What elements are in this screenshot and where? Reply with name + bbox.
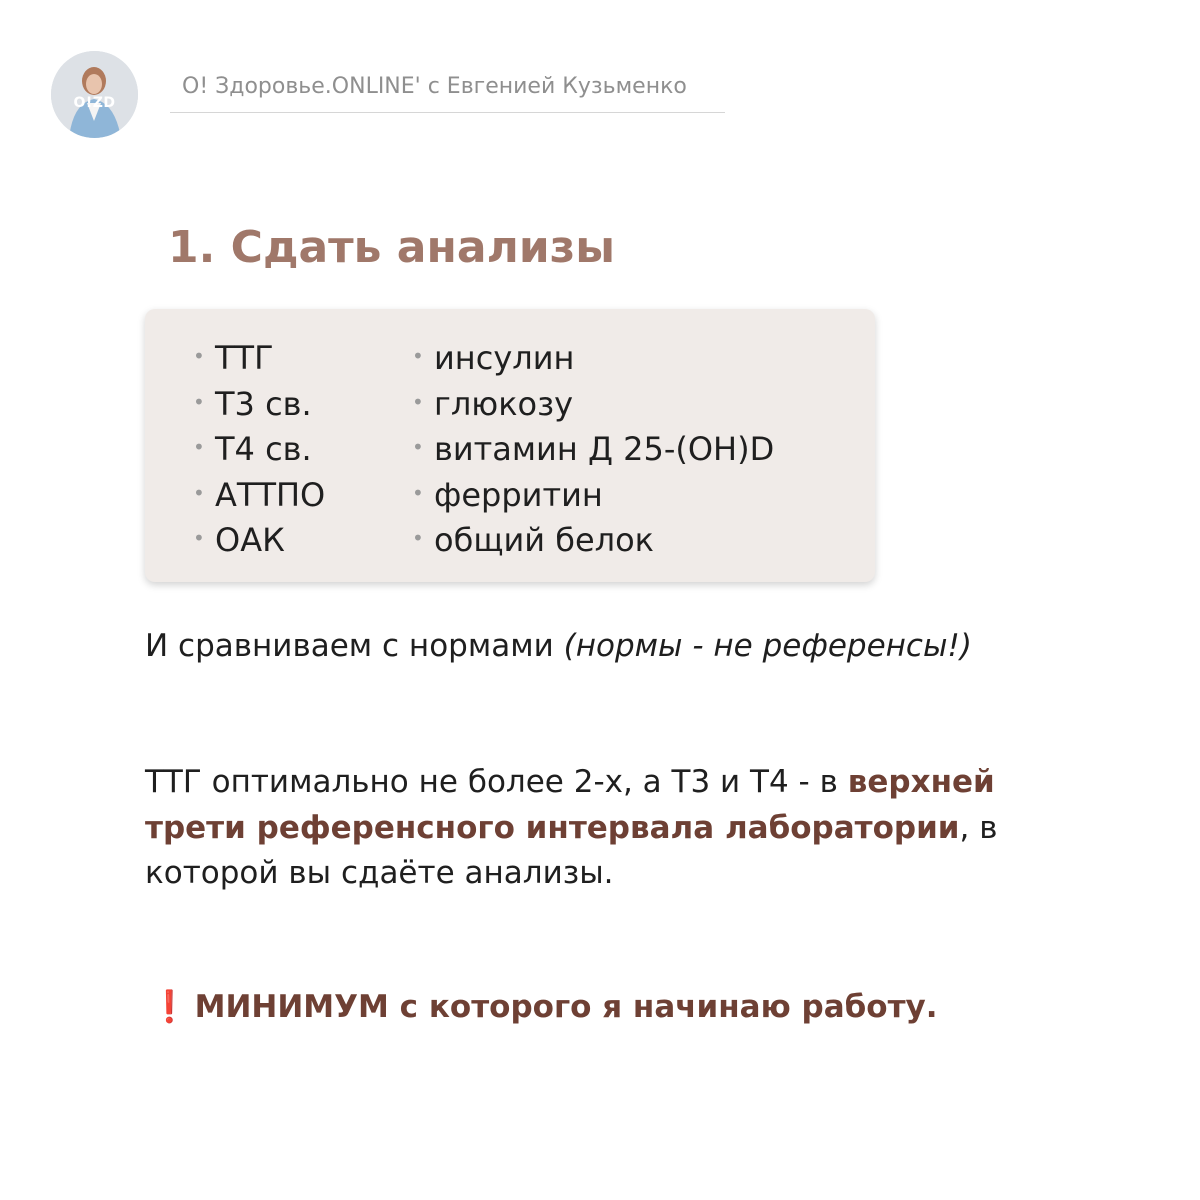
test-name: ТТГ [215,339,274,377]
bullet-icon: • [193,435,205,460]
ttg-text: ТТГ оптимально не более 2-х, а Т3 и Т4 - в [145,764,848,800]
tests-list-right [412,336,774,564]
bullet-icon: • [412,344,424,369]
bullet-icon: • [412,480,424,505]
ttg-paragraph [145,760,1025,897]
tests-list-left [193,336,325,564]
account-title: О! Здоровье.ONLINE' с Евгенией Кузьменко [182,74,687,99]
avatar-logo: O!ZD [73,95,116,111]
exclamation-icon: ❗ [150,989,189,1025]
ttg-tail: , в которой вы сдаёте анализы. [145,809,998,891]
norms-text: И сравниваем с нормами [145,628,564,664]
test-name: ферритин [434,475,603,514]
test-name: Т3 св. [215,384,312,423]
list-item [412,427,774,473]
list-item [193,427,325,473]
test-name: инсулин [434,339,575,377]
test-name: ОАК [215,521,285,559]
test-name: общий белок [434,521,654,559]
test-name: глюкозу [434,384,574,423]
list-item [412,336,774,382]
test-name: АТТПО [215,475,326,514]
bullet-icon: • [412,435,424,460]
test-name: Т4 св. [215,430,312,468]
minimum-callout [150,988,938,1025]
bullet-icon: • [412,389,424,414]
list-item [412,518,774,564]
header-divider [170,112,725,113]
test-name: витамин Д 25-(OH)D [434,430,775,468]
ttg-highlight: верхней трети референсного интервала лаборатории [145,764,995,846]
bullet-icon: • [193,344,205,369]
norms-note: (нормы - не референсы!) [563,628,972,664]
list-item [193,382,325,428]
list-item [412,473,774,519]
bullet-icon: • [193,480,205,505]
list-item [193,473,325,519]
section-title: 1. Сдать анализы [168,222,616,273]
norms-paragraph [145,624,1025,670]
callout-text: МИНИМУМ с которого я начинаю работу. [194,989,938,1025]
list-item [193,336,325,382]
bullet-icon: • [193,526,205,551]
tests-card [145,309,875,582]
bullet-icon: • [193,389,205,414]
list-item [193,518,325,564]
list-item [412,382,774,428]
bullet-icon: • [412,526,424,551]
avatar [51,51,138,138]
